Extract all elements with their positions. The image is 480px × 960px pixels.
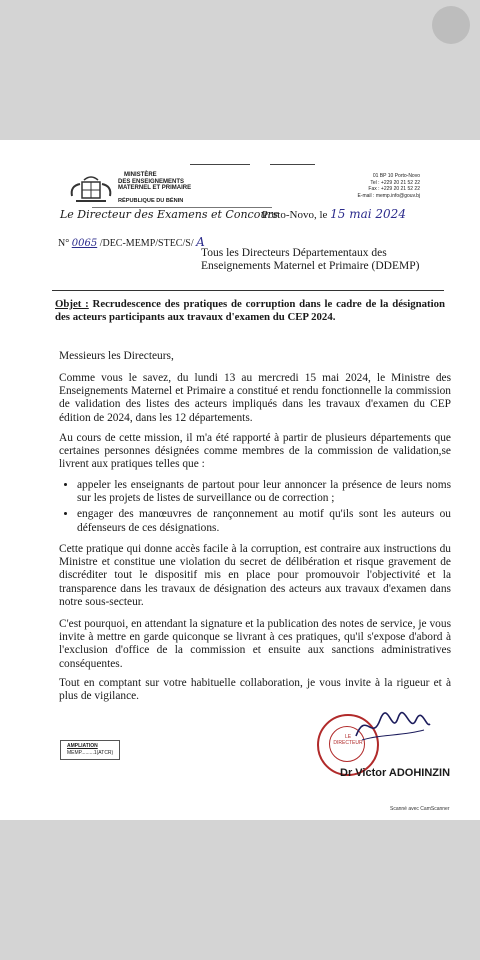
- header-divider-left: [190, 164, 250, 165]
- place-date: [262, 207, 406, 221]
- paragraph-3: Cette pratique qui donne accès facile à la corruption, est contraire aux instructions du Ministre et constitue une violation du secret de délibération et risque gravement de discréditer tout le dispositif mis en place pour promouvoir l'objectivité et la transparence dans les travaux de désignation des acteurs aux travaux d'examen dans notre sous-secteur.: [59, 543, 451, 608]
- address-line: 01 BP 10 Porto-Novo: [372, 173, 420, 179]
- republic-label: RÉPUBLIQUE DU BÉNIN: [118, 198, 184, 204]
- ref-suffix: /DEC-MEMP/STEC/S/: [99, 238, 194, 249]
- ministry-line: MATERNEL ET PRIMAIRE: [118, 185, 192, 192]
- coat-of-arms-icon: [68, 174, 114, 204]
- paragraph-2: Au cours de cette mission, il m'a été rapporté à partir de plusieurs départements que certaines personnes désignées comme membres de la commission de validation,se livrent aux pratiques telles que :: [59, 432, 451, 471]
- ampliation-title: AMPLIATION: [67, 743, 98, 749]
- salutation: Messieurs les Directeurs,: [59, 350, 174, 362]
- bullet-list: [59, 479, 451, 538]
- ampliation-box: [60, 740, 120, 760]
- ministry-line: DES ENSEIGNEMENTS: [118, 178, 185, 185]
- ref-mark: A: [196, 235, 205, 249]
- address-line: Tel : +229 20 21 52 22: [370, 179, 420, 186]
- recipient-line: Enseignements Maternel et Primaire (DDEMP): [201, 260, 420, 272]
- subject-line: [55, 298, 445, 324]
- place-label: Porto-Novo, le: [262, 209, 328, 221]
- ministry-block: [118, 172, 191, 192]
- address-block: [340, 173, 420, 200]
- paragraph-4: C'est pourquoi, en attendant la signature et la publication des notes de service, je vous invite à mettre en garde quiconque se livrant à ces pratiques, qu'il s'expose d'abord à l'exclusion d'office de la commission et ensuite aux sanctions administratives conséquentes.: [59, 618, 451, 670]
- director-title: Le Directeur des Examens et Concours: [60, 208, 279, 221]
- ampliation-line: MEMP.........1(ATCR): [67, 750, 114, 756]
- recipient-block: [201, 247, 419, 273]
- ref-number: 0065: [71, 238, 98, 249]
- reference-number: [58, 235, 205, 249]
- ministry-line: MINISTÈRE: [124, 172, 157, 178]
- list-item: • engager des manœuvres de rançonnement au motif qu'ils sont les auteurs ou défenseurs de ces désignations.: [77, 508, 451, 534]
- letter-page: [0, 140, 480, 820]
- subject-label: Objet :: [55, 298, 89, 310]
- paragraph-5: Tout en comptant sur votre habituelle collaboration, je vous invite à la rigueur et à plus de vigilance.: [59, 677, 451, 703]
- list-item: • appeler les enseignants de partout pour leur annoncer la présence de leurs noms sur les projets de listes de surveillance ou de correction ;: [77, 479, 451, 505]
- signature-icon: [352, 706, 432, 746]
- signer-name: Dr Victor ADOHINZIN: [340, 767, 451, 779]
- stamp-text-bottom: DIRECTEUR: [333, 740, 363, 746]
- paragraph-1: Comme vous le savez, du lundi 13 au mercredi 15 mai 2024, le Ministre des Enseignements Maternel et Primaire a constitué et rendu fonctionnelle la commission de validation des listes des acteurs impliqués dans les travaux d'examen du CEP édition de 2024, dans les 12 départements.: [59, 372, 451, 424]
- stamp-text-top: LE: [344, 734, 352, 740]
- address-line: E-mail : memp.info@gouv.bj: [357, 193, 420, 200]
- menu-circle-button[interactable]: [432, 6, 470, 44]
- subject-text: Recrudescence des pratiques de corruption dans le cadre de la désignation des acteurs participants aux travaux d'examen du CEP 2024.: [55, 298, 445, 323]
- ref-prefix: N°: [58, 238, 70, 249]
- header-divider-right: [270, 164, 315, 165]
- recipient-line: Tous les Directeurs Départementaux des: [201, 247, 387, 259]
- handwritten-date: 15 mai 2024: [330, 207, 406, 221]
- scanner-watermark: Scanné avec CamScanner: [390, 806, 450, 812]
- separator: [52, 290, 444, 291]
- address-line: Fax : +229 20 21 52 22: [368, 186, 420, 193]
